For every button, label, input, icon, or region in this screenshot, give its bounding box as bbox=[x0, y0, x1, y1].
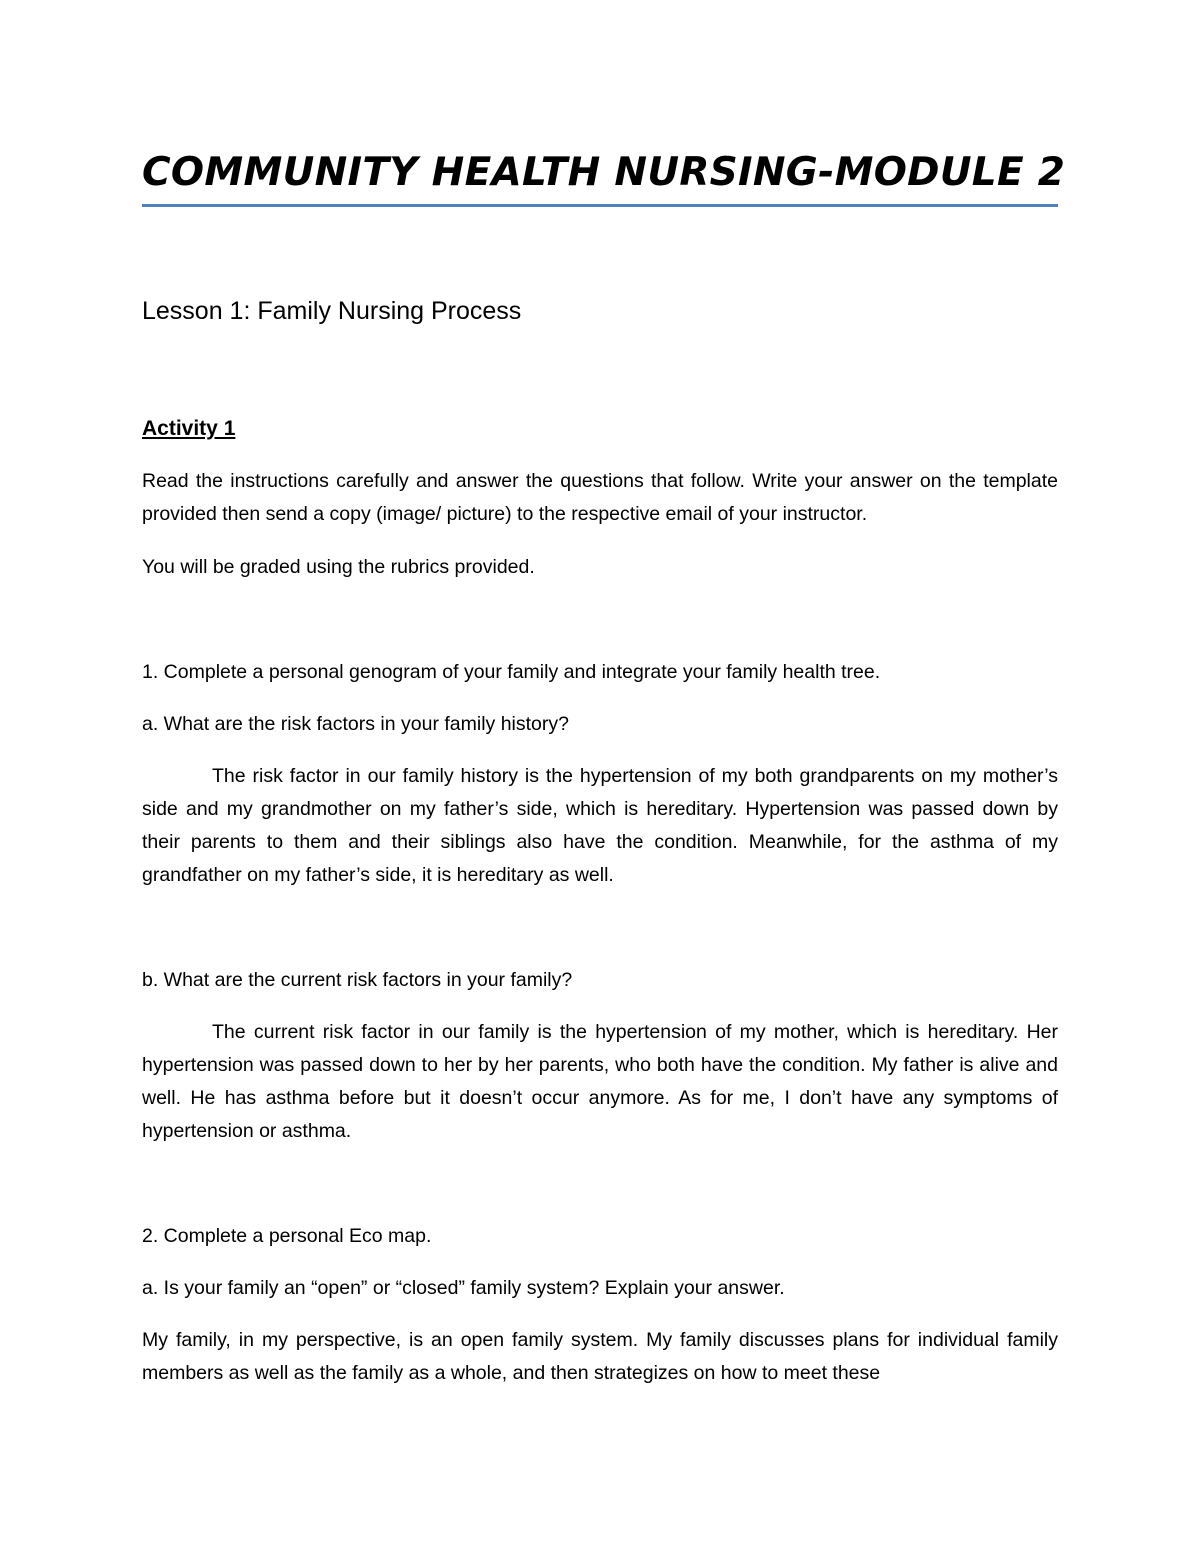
instructions-paragraph: Read the instructions carefully and answer the questions that follow. Write your answer on the template provided then send a copy (image/ picture) to the respective email of your instructor. bbox=[142, 470, 1058, 525]
answer-1a: The risk factor in our family history is the hypertension of my both grandparents on my mother’s side and my grandmother on my father’s side, which is hereditary. Hypertension was passed down by their parents to them and their siblings also have the condition. Meanwhile, for the asthma of my grandfather on my father’s side, it is hereditary as well. bbox=[142, 765, 1058, 886]
question-1b: b. What are the current risk factors in your family? bbox=[142, 969, 573, 991]
question-1a: a. What are the risk factors in your family history? bbox=[142, 713, 569, 735]
graded-note: You will be graded using the rubrics provided. bbox=[142, 556, 535, 578]
question-2-prompt: 2. Complete a personal Eco map. bbox=[142, 1225, 432, 1247]
lesson-title: Lesson 1: Family Nursing Process bbox=[142, 297, 522, 325]
document-title: COMMUNITY HEALTH NURSING-MODULE 2 bbox=[142, 150, 1066, 195]
answer-2a: My family, in my perspective, is an open family system. My family discusses plans for individual family members as well as the family as a whole, and then strategizes on how to meet these bbox=[142, 1329, 1058, 1384]
question-2a: a. Is your family an “open” or “closed” family system? Explain your answer. bbox=[142, 1277, 785, 1299]
title-underline-rule bbox=[142, 204, 1058, 207]
question-1-prompt: 1. Complete a personal genogram of your family and integrate your family health tree. bbox=[142, 661, 881, 683]
activity-heading: Activity 1 bbox=[142, 417, 236, 440]
document-body bbox=[142, 148, 1066, 1390]
answer-1b: The current risk factor in our family is the hypertension of my mother, which is hereditary. Her hypertension was passed down to her by her parents, who both have the condition. My father is alive and well. He has asthma before but it doesn’t occur anymore. As for me, I don’t have any symptoms of hypertension or asthma. bbox=[142, 1021, 1058, 1142]
